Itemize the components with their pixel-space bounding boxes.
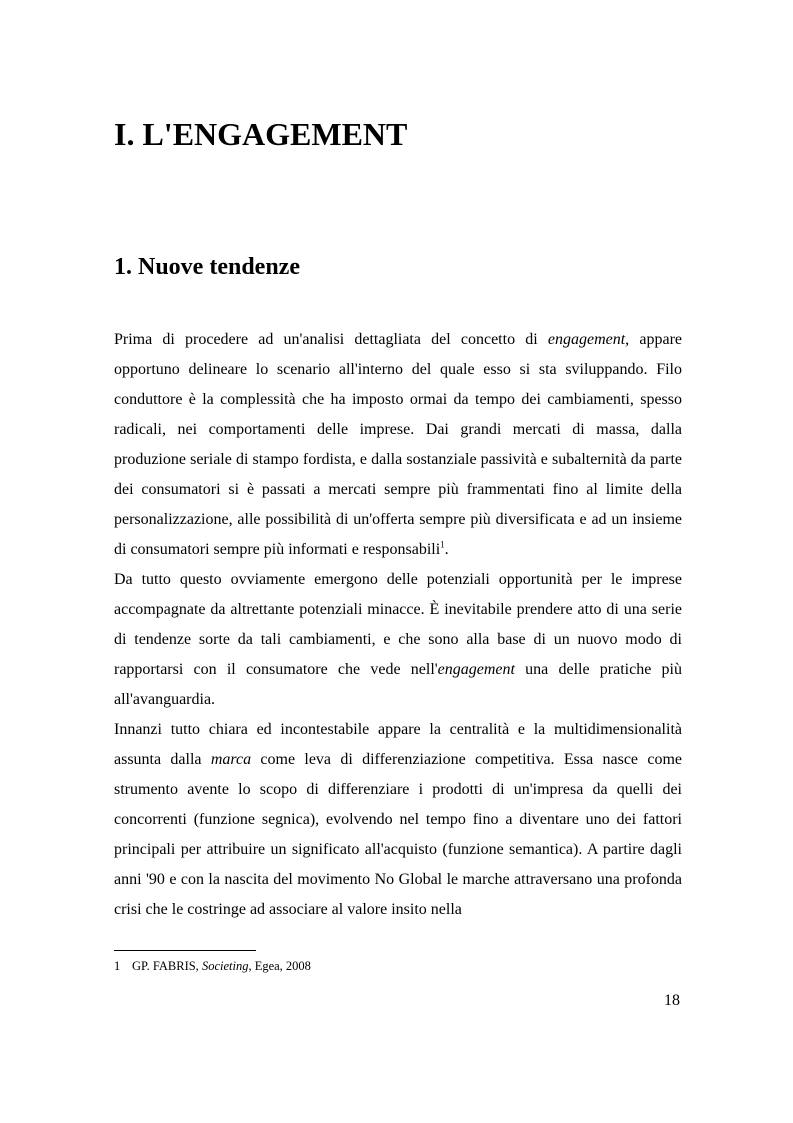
paragraph-3-emphasis: marca <box>210 751 252 768</box>
paragraph-3-text-b: come leva di differenziazione competitiva. Essa nasce come strumento avente lo scopo di differenziare i prodotti di un'impresa da quelli dei concorrenti (funzione segnica), evolvendo nel tempo fino a diventare uno dei fattori principali per attribuire un significato all'acquisto (funzione semantica). A partire dagli anni '90 e con la nascita del movimento No Global le marche attraversano una profonda crisi che le costringe ad associare al valore insito nella <box>114 751 682 918</box>
paragraph-1-text-c: . <box>444 541 449 558</box>
paragraph-1-emphasis: engagement, <box>547 331 630 348</box>
section-title: 1. Nuove tendenze <box>114 254 300 280</box>
paragraph-2 <box>114 565 682 715</box>
footnote-divider <box>114 950 256 951</box>
footnote-number: 1 <box>114 959 121 973</box>
footnote-work-title: Societing <box>201 959 249 973</box>
paragraph-2-emphasis: engagement <box>437 661 515 678</box>
chapter-title: I. L'ENGAGEMENT <box>114 116 408 152</box>
paragraph-2-text-b: una delle pratiche più all'avanguardia. <box>114 661 682 708</box>
paragraph-3 <box>114 715 682 925</box>
paragraph-2-text-a: Da tutto questo ovviamente emergono delle potenziali opportunità per le imprese accompagnate da altrettante potenziali minacce. È inevitabile prendere atto di una serie di tendenze sorte da tali cambiamenti, e che sono alla base di un nuovo modo di rapportarsi con il consumatore che vede nell' <box>114 571 682 678</box>
paragraph-1 <box>114 325 682 565</box>
paragraph-1-text-a: Prima di procedere ad un'analisi dettagliata del concetto di <box>114 331 548 348</box>
footnote-author: GP. FABRIS, <box>132 959 202 973</box>
footnote-publisher: , Egea, 2008 <box>248 959 311 973</box>
paragraph-3-text-a: Innanzi tutto chiara ed incontestabile appare la centralità e la multidimensionalità assunta dalla <box>114 721 682 768</box>
paragraph-1-text-b: appare opportuno delineare lo scenario all'interno del quale esso si sta sviluppando. Filo conduttore è la complessità che ha imposto ormai da tempo dei cambiamenti, spesso radicali, nei comportamenti delle imprese. Dai grandi mercati di massa, dalla produzione seriale di stampo fordista, e dalla sostanziale passività e subalternità da parte dei consumatori si è passati a mercati sempre più frammentati fino al limite della personalizzazione, alle possibilità di un'offerta sempre più diversificata e ad un insieme di consumatori sempre più informati e responsabili <box>114 331 682 558</box>
page-number: 18 <box>664 992 680 1009</box>
footnote <box>114 958 311 974</box>
body-text <box>114 325 682 925</box>
footnote-reference[interactable]: 1 <box>440 539 445 550</box>
